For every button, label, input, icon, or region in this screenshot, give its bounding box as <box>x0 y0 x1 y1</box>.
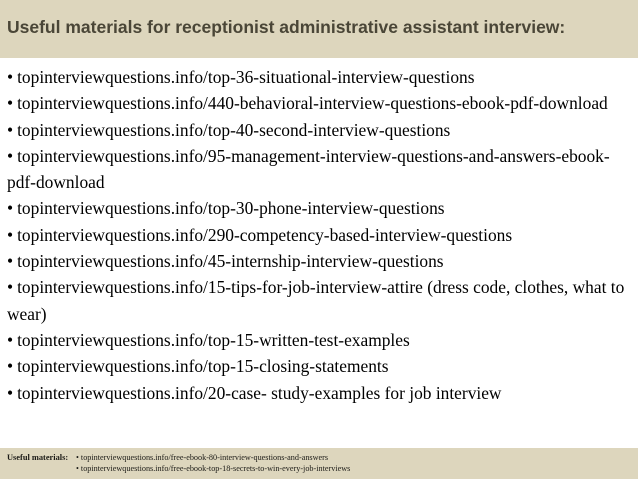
footer-item <box>76 453 350 464</box>
page-title: Useful materials for receptionist administrative assistant interview: <box>7 17 566 37</box>
bullet: • <box>7 67 14 87</box>
footer-bar <box>0 448 638 479</box>
list-item <box>7 248 633 274</box>
bullet: • <box>7 119 14 140</box>
footer-bullet: • <box>76 453 79 462</box>
list-item-text: topinterviewquestions.info/top-40-second-interview-questions <box>17 119 451 140</box>
bullet: • <box>7 224 14 245</box>
list-item <box>7 380 633 406</box>
bullet: • <box>7 356 14 377</box>
bullet: • <box>7 198 14 219</box>
list-item <box>7 327 633 353</box>
materials-list <box>7 64 633 406</box>
bullet: • <box>7 382 14 403</box>
list-item-text: topinterviewquestions.info/15-tips-for-job-interview-attire (dress code, clothes, what to wear) <box>7 277 625 324</box>
footer-item-text: topinterviewquestions.info/free-ebook-80-interview-questions-and-answers <box>80 453 329 462</box>
footer-label: Useful materials: <box>7 453 69 462</box>
bullet: • <box>7 251 14 272</box>
footer-item-text: topinterviewquestions.info/free-ebook-top-18-secrets-to-win-every-job-interviews <box>80 463 351 473</box>
list-item-text: topinterviewquestions.info/top-30-phone-interview-questions <box>17 198 445 219</box>
list-item-text: topinterviewquestions.info/20-case- study-examples for job interview <box>17 382 502 403</box>
list-item <box>7 274 633 327</box>
list-item-text: topinterviewquestions.info/top-15-written-test-examples <box>17 329 410 350</box>
list-item <box>7 90 633 116</box>
bullet: • <box>7 93 14 114</box>
list-item <box>7 143 633 196</box>
list-item <box>7 222 633 248</box>
footer-item <box>76 464 350 475</box>
list-item-text: topinterviewquestions.info/top-15-closing-statements <box>17 356 389 377</box>
bullet: • <box>7 277 14 298</box>
list-item <box>7 195 633 221</box>
list-item <box>7 353 633 379</box>
list-item-text: topinterviewquestions.info/45-internship-interview-questions <box>17 251 444 272</box>
title-bar <box>0 0 638 58</box>
list-item-text: topinterviewquestions.info/top-36-situational-interview-questions <box>17 67 475 87</box>
bullet: • <box>7 145 14 166</box>
list-item-text: topinterviewquestions.info/95-management-interview-questions-and-answers-ebook-pdf-download <box>7 145 610 193</box>
list-item-text: topinterviewquestions.info/290-competency-based-interview-questions <box>17 224 513 245</box>
footer-list <box>76 453 350 475</box>
list-item-text: topinterviewquestions.info/440-behavioral-interview-questions-ebook-pdf-download <box>17 93 608 114</box>
list-item <box>7 64 633 90</box>
footer-bullet: • <box>76 463 79 473</box>
list-item <box>7 117 633 143</box>
bullet: • <box>7 329 14 350</box>
